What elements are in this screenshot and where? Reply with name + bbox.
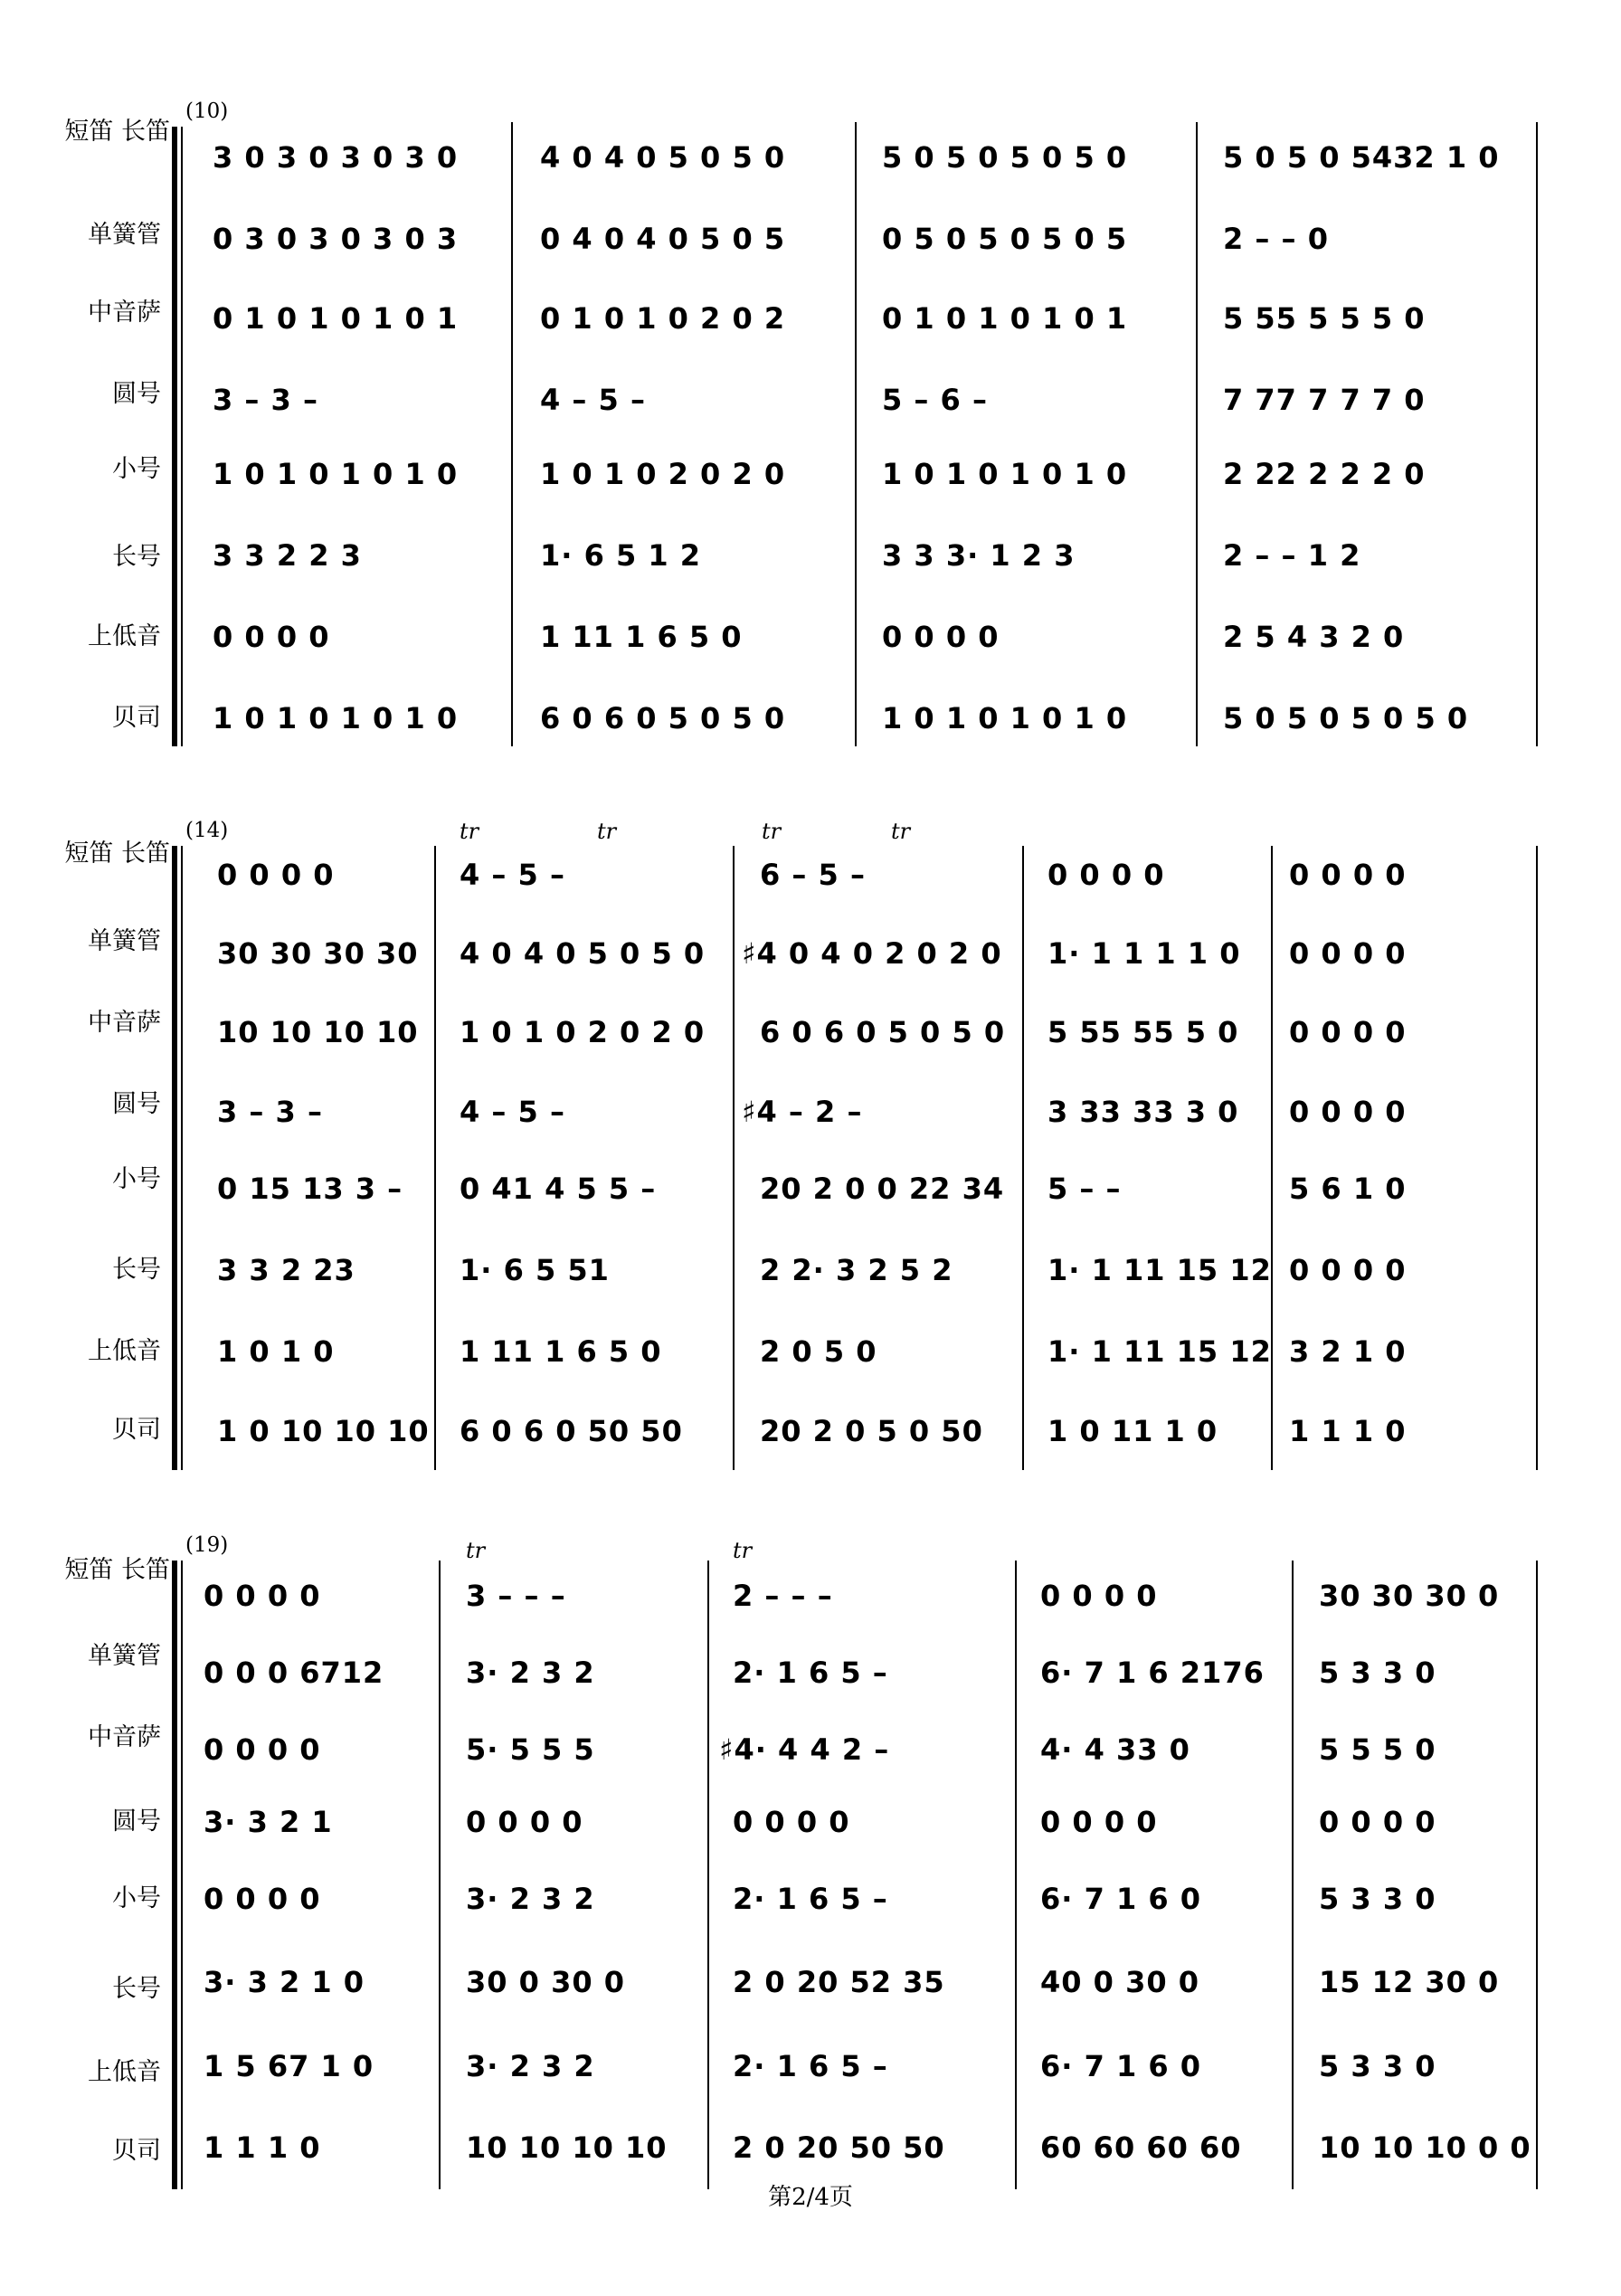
note-cell: 60 60 60 60 [1040, 2130, 1242, 2165]
note-cell: 0 0 0 0 [1047, 858, 1165, 892]
note-cell: 5 0 5 0 5432 1 0 [1223, 140, 1500, 175]
note-cell: 3 3 3· 1 2 3 [882, 538, 1076, 573]
instrument-label: 长号 [112, 1975, 161, 2003]
note-cell: 1 0 11 1 0 [1047, 1414, 1218, 1448]
note-cell: 2 – – – [733, 1579, 833, 1613]
note-cell: 2 – – 1 2 [1223, 538, 1361, 573]
note-cell: 1 0 1 0 2 0 2 0 [460, 1015, 706, 1049]
barline [511, 122, 513, 746]
barline [733, 846, 735, 1470]
instrument-label: 贝司 [112, 704, 161, 732]
note-cell: 0 0 0 0 [1040, 1579, 1158, 1613]
note-cell: 3 2 1 0 [1289, 1334, 1407, 1369]
note-cell: 0 1 0 1 0 1 0 1 [213, 301, 459, 336]
note-cell: 1· 1 1 1 1 0 [1047, 936, 1241, 971]
note-cell: 0 1 0 1 0 2 0 2 [540, 301, 786, 336]
note-cell: 6 – 5 – [760, 858, 866, 892]
note-cell: 2· 1 6 5 – [733, 2049, 888, 2083]
note-cell: 0 0 0 6712 [204, 1656, 384, 1690]
note-cell: 4 – 5 – [460, 858, 565, 892]
instrument-label: 小号 [112, 455, 161, 483]
note-cell: 20 2 0 0 22 34 [760, 1172, 1005, 1206]
instrument-label: 圆号 [112, 1090, 161, 1118]
barline [855, 122, 857, 746]
note-cell: 6· 7 1 6 0 [1040, 2049, 1202, 2083]
instrument-label: 上低音 [88, 622, 161, 650]
note-cell: 0 1 0 1 0 1 0 1 [882, 301, 1128, 336]
note-cell: 3· 3 2 1 [204, 1805, 333, 1839]
note-cell: 10 10 10 10 [217, 1015, 419, 1049]
note-cell: 40 0 30 0 [1040, 1965, 1200, 1999]
note-cell: 1 0 1 0 1 0 1 0 [213, 701, 459, 735]
note-cell: 4 – 5 – [460, 1095, 565, 1129]
note-cell: 3· 2 3 2 [466, 1656, 595, 1690]
note-cell: 6 0 6 0 5 0 5 0 [540, 701, 786, 735]
note-cell: 3 – 3 – [213, 383, 318, 417]
note-cell: ♯4 – 2 – [742, 1095, 863, 1129]
instrument-label: 单簧管 [88, 221, 161, 249]
trill-mark: tr [891, 819, 911, 844]
trill-mark: tr [460, 819, 479, 844]
instrument-label: 上低音 [88, 1337, 161, 1365]
note-cell: 1 0 1 0 1 0 1 0 [882, 457, 1128, 491]
note-cell: 1· 6 5 1 2 [540, 538, 702, 573]
note-cell: 1 0 1 0 2 0 2 0 [540, 457, 786, 491]
note-cell: 0 0 0 0 [733, 1805, 850, 1839]
note-cell: ♯4 0 4 0 2 0 2 0 [742, 936, 1002, 971]
note-cell: 5 55 55 5 0 [1047, 1015, 1239, 1049]
system-bracket-thin [181, 1561, 183, 2189]
note-cell: 0 5 0 5 0 5 0 5 [882, 222, 1128, 256]
note-cell: 5 6 1 0 [1289, 1172, 1407, 1206]
note-cell: 1· 6 5 51 [460, 1253, 610, 1287]
note-cell: 0 0 0 0 [217, 858, 335, 892]
note-cell: 5· 5 5 5 [466, 1732, 595, 1767]
note-cell: 0 0 0 0 [466, 1805, 583, 1839]
note-cell: 5 – – [1047, 1172, 1122, 1206]
note-cell: 6· 7 1 6 2176 [1040, 1656, 1265, 1690]
note-cell: 1 0 1 0 [217, 1334, 335, 1369]
note-cell: 5 0 5 0 5 0 5 0 [882, 140, 1128, 175]
note-cell: 6 0 6 0 5 0 5 0 [760, 1015, 1006, 1049]
note-cell: 30 0 30 0 [466, 1965, 626, 1999]
measure-number: (10) [185, 100, 229, 123]
note-cell: 5 5 5 0 [1319, 1732, 1436, 1767]
instrument-label: 长号 [112, 1256, 161, 1284]
instrument-label: 圆号 [112, 380, 161, 408]
barline [707, 1561, 709, 2189]
note-cell: 5 – 6 – [882, 383, 988, 417]
note-cell: 1 0 10 10 10 [217, 1414, 430, 1448]
note-cell: 2 2· 3 2 5 2 [760, 1253, 953, 1287]
instrument-label: 短笛 长笛 [64, 118, 170, 146]
note-cell: 1· 1 11 15 12 [1047, 1253, 1272, 1287]
note-cell: 10 10 10 10 [466, 2130, 668, 2165]
note-cell: 7 77 7 7 7 0 [1223, 383, 1426, 417]
note-cell: 0 41 4 5 5 – [460, 1172, 657, 1206]
note-cell: 0 0 0 0 [213, 620, 330, 654]
note-cell: 6 0 6 0 50 50 [460, 1414, 683, 1448]
barline [1271, 846, 1273, 1470]
note-cell: 1 1 1 0 [204, 2130, 321, 2165]
note-cell: 3 3 2 23 [217, 1253, 355, 1287]
note-cell: 3 3 2 2 3 [213, 538, 362, 573]
note-cell: 5 3 3 0 [1319, 2049, 1436, 2083]
trill-mark: tr [466, 1538, 486, 1563]
note-cell: 3 – 3 – [217, 1095, 323, 1129]
note-cell: 1 0 1 0 1 0 1 0 [882, 701, 1128, 735]
note-cell: 30 30 30 0 [1319, 1579, 1500, 1613]
note-cell: 3· 2 3 2 [466, 1882, 595, 1916]
note-cell: 15 12 30 0 [1319, 1965, 1500, 1999]
note-cell: 3 – – – [466, 1579, 566, 1613]
note-cell: 2· 1 6 5 – [733, 1882, 888, 1916]
instrument-label: 短笛 长笛 [64, 1556, 170, 1584]
note-cell: 1 5 67 1 0 [204, 2049, 374, 2083]
note-cell: 0 0 0 0 [1289, 936, 1407, 971]
instrument-label: 上低音 [88, 2058, 161, 2086]
note-cell: 4· 4 33 0 [1040, 1732, 1190, 1767]
note-cell: 0 0 0 0 [1289, 1015, 1407, 1049]
note-cell: ♯4· 4 4 2 – [719, 1732, 890, 1767]
measure-number: (19) [185, 1533, 229, 1557]
note-cell: 30 30 30 30 [217, 936, 419, 971]
note-cell: 0 4 0 4 0 5 0 5 [540, 222, 786, 256]
note-cell: 0 0 0 0 [1040, 1805, 1158, 1839]
note-cell: 1 0 1 0 1 0 1 0 [213, 457, 459, 491]
note-cell: 0 3 0 3 0 3 0 3 [213, 222, 459, 256]
system-bracket [172, 846, 177, 1470]
note-cell: 2· 1 6 5 – [733, 1656, 888, 1690]
barline [1536, 1561, 1538, 2189]
page-footer: 第2/4页 [768, 2184, 853, 2211]
instrument-label: 单簧管 [88, 1642, 161, 1670]
note-cell: 1· 1 11 15 12 [1047, 1334, 1272, 1369]
note-cell: 5 55 5 5 5 0 [1223, 301, 1426, 336]
instrument-label: 单簧管 [88, 927, 161, 955]
instrument-label: 中音萨 [88, 1723, 161, 1751]
note-cell: 6· 7 1 6 0 [1040, 1882, 1202, 1916]
barline [1196, 122, 1198, 746]
note-cell: 0 0 0 0 [882, 620, 1000, 654]
trill-mark: tr [733, 1538, 753, 1563]
note-cell: 0 0 0 0 [1289, 1253, 1407, 1287]
instrument-label: 长号 [112, 543, 161, 571]
system-bracket-thin [181, 127, 183, 746]
system-bracket [172, 127, 177, 746]
instrument-label: 小号 [112, 1165, 161, 1193]
note-cell: 1 11 1 6 5 0 [540, 620, 743, 654]
note-cell: 20 2 0 5 0 50 [760, 1414, 983, 1448]
note-cell: 4 0 4 0 5 0 5 0 [460, 936, 706, 971]
note-cell: 0 0 0 0 [204, 1882, 321, 1916]
instrument-label: 贝司 [112, 1416, 161, 1444]
instrument-label: 短笛 长笛 [64, 840, 170, 868]
note-cell: 5 3 3 0 [1319, 1882, 1436, 1916]
note-cell: 3 0 3 0 3 0 3 0 [213, 140, 459, 175]
instrument-label: 小号 [112, 1884, 161, 1912]
note-cell: 2 22 2 2 2 0 [1223, 457, 1426, 491]
trill-mark: tr [762, 819, 782, 844]
barline [1292, 1561, 1294, 2189]
note-cell: 0 0 0 0 [1289, 1095, 1407, 1129]
note-cell: 0 0 0 0 [204, 1579, 321, 1613]
note-cell: 0 15 13 3 – [217, 1172, 403, 1206]
instrument-label: 中音萨 [88, 299, 161, 327]
barline [1022, 846, 1024, 1470]
note-cell: 2 0 5 0 [760, 1334, 877, 1369]
note-cell: 2 0 20 50 50 [733, 2130, 945, 2165]
measure-number: (14) [185, 819, 229, 842]
instrument-label: 中音萨 [88, 1009, 161, 1037]
barline [434, 846, 436, 1470]
barline [1536, 846, 1538, 1470]
note-cell: 5 3 3 0 [1319, 1656, 1436, 1690]
note-cell: 0 0 0 0 [1289, 858, 1407, 892]
note-cell: 1 11 1 6 5 0 [460, 1334, 662, 1369]
barline [1015, 1561, 1017, 2189]
instrument-label: 贝司 [112, 2137, 161, 2165]
note-cell: 0 0 0 0 [1319, 1805, 1436, 1839]
note-cell: 3· 2 3 2 [466, 2049, 595, 2083]
note-cell: 4 0 4 0 5 0 5 0 [540, 140, 786, 175]
instrument-label: 圆号 [112, 1807, 161, 1836]
note-cell: 3· 3 2 1 0 [204, 1965, 365, 1999]
system-bracket [172, 1561, 177, 2189]
note-cell: 2 – – 0 [1223, 222, 1329, 256]
note-cell: 10 10 10 0 0 [1319, 2130, 1531, 2165]
trill-mark: tr [597, 819, 617, 844]
barline [1536, 122, 1538, 746]
note-cell: 0 0 0 0 [204, 1732, 321, 1767]
note-cell: 2 5 4 3 2 0 [1223, 620, 1405, 654]
system-bracket-thin [181, 846, 183, 1470]
note-cell: 5 0 5 0 5 0 5 0 [1223, 701, 1469, 735]
note-cell: 2 0 20 52 35 [733, 1965, 945, 1999]
note-cell: 1 1 1 0 [1289, 1414, 1407, 1448]
barline [439, 1561, 441, 2189]
note-cell: 3 33 33 3 0 [1047, 1095, 1239, 1129]
note-cell: 4 – 5 – [540, 383, 646, 417]
